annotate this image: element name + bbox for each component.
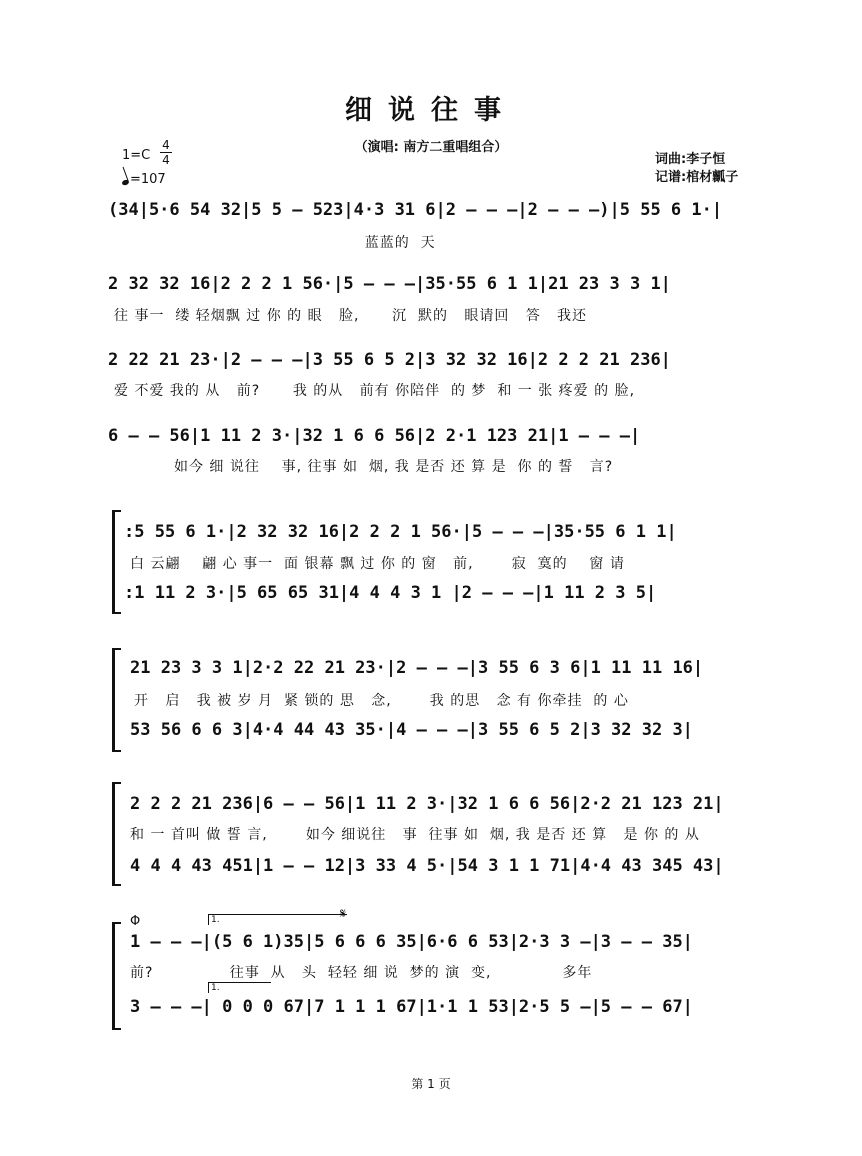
lyric-row-7: 开 启 我 被 岁 月 紧 锁的 思 念, 我 的思 念 有 你牵挂 的 心: [134, 693, 629, 709]
system-bracket-1: [112, 510, 121, 614]
notation-row-4: 6 – – 56|1 11 2 3·|32 1 6 6 56|2 2·1 123 21|1 – – –|: [108, 426, 641, 446]
singer-credit: （演唱: 南方二重唱组合）: [354, 140, 508, 155]
notation-row-5: :5 55 6 1·|2 32 32 16|2 2 2 1 56·|5 – – –|35·55 6 1 1|: [124, 522, 677, 542]
system-bracket-3: [112, 782, 121, 886]
lyric-row-1: 蓝蓝的 天: [114, 235, 436, 251]
notation-row-9: 2 2 2 21 236|6 – – 56|1 11 2 3·|32 1 6 6 56|2·2 21 123 21|: [130, 794, 724, 814]
notation-row-11: 1 – – –|(5 6 1)35|5 6 6 6 35|6·6 6 53|2·3 3 –|3 – – 35|: [130, 932, 693, 952]
volta-bracket-top: [208, 914, 347, 925]
lyric-row-9: 和 一 首叫 做 誓 言, 如今 细说往 事 往事 如 烟, 我 是否 还 算 是 你 的 从: [130, 827, 700, 843]
page-number: 第 1 页: [411, 1077, 451, 1091]
lyric-row-11: 前? 往事 从 头 轻轻 细 说 梦的 演 变, 多年: [130, 965, 593, 981]
volta-bracket-bottom: [208, 982, 271, 993]
key-signature: 1=C: [122, 148, 151, 163]
time-sig-top: 4: [162, 138, 170, 152]
lyric-row-2: 往 事一 缕 轻烟飘 过 你 的 眼 脸, 沉 默的 眼请回 答 我还: [114, 308, 588, 324]
lyrics-music-credit: 词曲:李子恒: [655, 152, 726, 167]
quarter-note-icon: [121, 179, 129, 186]
time-signature: [160, 138, 172, 167]
tempo-marking: [122, 172, 166, 187]
volta-label-bottom: 1.: [211, 983, 220, 993]
notation-credit: 记谱:棺材瓤子: [655, 170, 739, 185]
notation-row-7: 21 23 3 3 1|2·2 22 21 23·|2 – – –|3 55 6 3 6|1 11 11 16|: [130, 658, 704, 678]
time-sig-bottom: 4: [160, 152, 172, 167]
system-bracket-4: [112, 922, 121, 1030]
tempo-value: =107: [130, 172, 166, 187]
lyric-row-3: 爱 不爱 我的 从 前? 我 的从 前有 你陪伴 的 梦 和 一 张 疼爱 的 脸,: [114, 383, 636, 399]
volta-label-top: 1.: [211, 915, 220, 925]
lyric-row-4: 如今 细 说往 事, 往事 如 烟, 我 是否 还 算 是 你 的 誓 言?: [114, 459, 614, 475]
notation-row-2: 2 32 32 16|2 2 2 1 56·|5 – – –|35·55 6 1 1|21 23 3 3 1|: [108, 274, 671, 294]
notation-row-12: 3 – – –| 0 0 0 67|7 1 1 1 67|1·1 1 53|2·5 5 –|5 – – 67|: [130, 997, 693, 1017]
notation-row-3: 2 22 21 23·|2 – – –|3 55 6 5 2|3 32 32 16|2 2 2 21 236|: [108, 350, 671, 370]
segno-symbol: 𝄋: [340, 906, 347, 922]
song-title: 细说往事: [345, 95, 517, 126]
system-bracket-2: [112, 648, 121, 752]
notation-row-6: :1 11 2 3·|5 65 65 31|4 4 4 3 1 |2 – – –|1 11 2 3 5|: [124, 583, 657, 603]
notation-row-1: (34|5·6 54 32|5 5 – 523|4·3 31 6|2 – – –|2 – – –)|5 55 6 1·|: [108, 200, 723, 220]
notation-row-10: 4 4 4 43 451|1 – – 12|3 33 4 5·|54 3 1 1 71|4·4 43 345 43|: [130, 856, 724, 876]
lyric-row-5: 白 云翩 翩 心 事一 面 银幕 飘 过 你 的 窗 前, 寂 寞的 窗 请: [130, 556, 625, 572]
notation-row-8: 53 56 6 6 3|4·4 44 43 35·|4 – – –|3 55 6 5 2|3 32 32 3|: [130, 720, 693, 740]
coda-symbol: Φ: [130, 914, 141, 929]
